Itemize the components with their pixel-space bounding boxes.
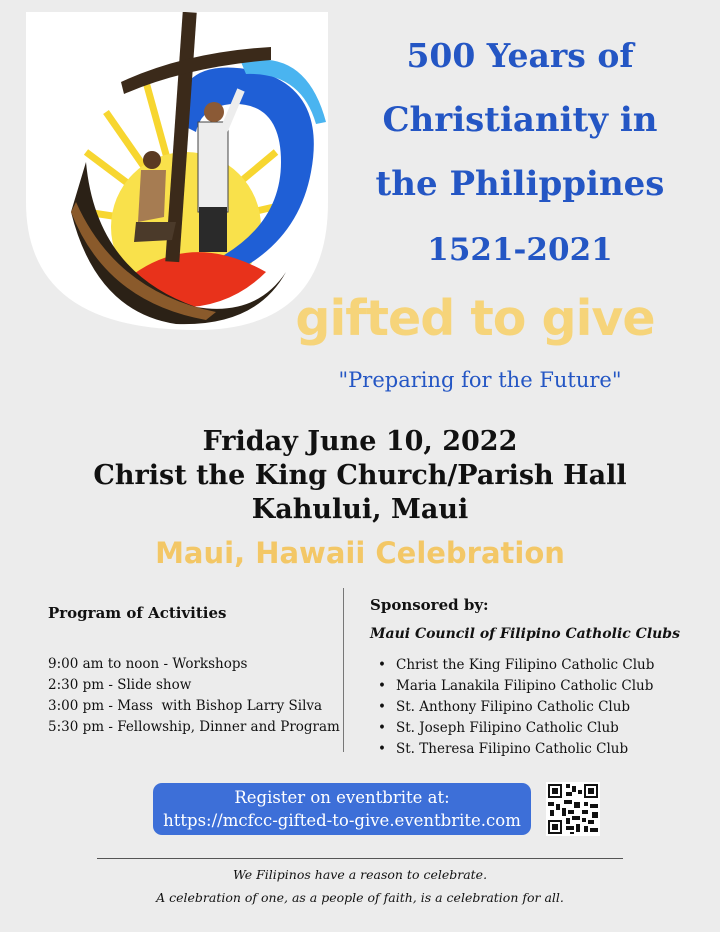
sponsors-heading: Sponsored by: <box>370 596 489 614</box>
register-box[interactable] <box>153 783 531 835</box>
sponsor-club: • St. Joseph Filipino Catholic Club <box>378 718 654 739</box>
column-divider <box>343 588 344 752</box>
sponsor-club: • St. Theresa Filipino Catholic Club <box>378 739 654 760</box>
title-years: 1521-2021 <box>427 232 613 268</box>
qr-code-icon[interactable] <box>546 782 600 836</box>
footer-divider <box>97 858 623 859</box>
sponsor-club: • St. Anthony Filipino Catholic Club <box>378 697 654 718</box>
celebration-heading: Maui, Hawaii Celebration <box>155 536 565 570</box>
program-item: 3:00 pm - Mass with Bishop Larry Silva <box>48 698 323 714</box>
sponsor-club-list <box>378 655 654 760</box>
register-url[interactable]: https://mcfcc-gifted-to-give.eventbrite.com <box>163 811 521 830</box>
program-heading: Program of Activities <box>48 604 227 622</box>
cross-logo <box>26 12 328 330</box>
event-venue: Christ the King Church/Parish Hall <box>93 460 627 491</box>
event-date: Friday June 10, 2022 <box>202 426 518 457</box>
sponsors-council: Maui Council of Filipino Catholic Clubs <box>370 626 680 642</box>
program-item: 2:30 pm - Slide show <box>48 677 192 693</box>
program-item: 5:30 pm - Fellowship, Dinner and Program <box>48 719 340 735</box>
title-line-2: Christianity in <box>382 100 658 140</box>
theme-heading: gifted to give <box>295 290 655 347</box>
title-line-1: 500 Years of <box>406 36 634 75</box>
register-label: Register on eventbrite at: <box>234 788 450 807</box>
program-list <box>48 654 340 738</box>
tagline: "Preparing for the Future" <box>338 368 622 392</box>
program-item: 9:00 am to noon - Workshops <box>48 656 248 672</box>
sponsor-club: • Maria Lanakila Filipino Catholic Club <box>378 676 654 697</box>
footer-line-1: We Filipinos have a reason to celebrate. <box>232 867 488 882</box>
event-city: Kahului, Maui <box>251 494 469 525</box>
sponsor-club: • Christ the King Filipino Catholic Club <box>378 655 654 676</box>
footer-line-2: A celebration of one, as a people of faith, is a celebration for all. <box>156 890 564 905</box>
title-line-3: the Philippines <box>375 164 665 204</box>
